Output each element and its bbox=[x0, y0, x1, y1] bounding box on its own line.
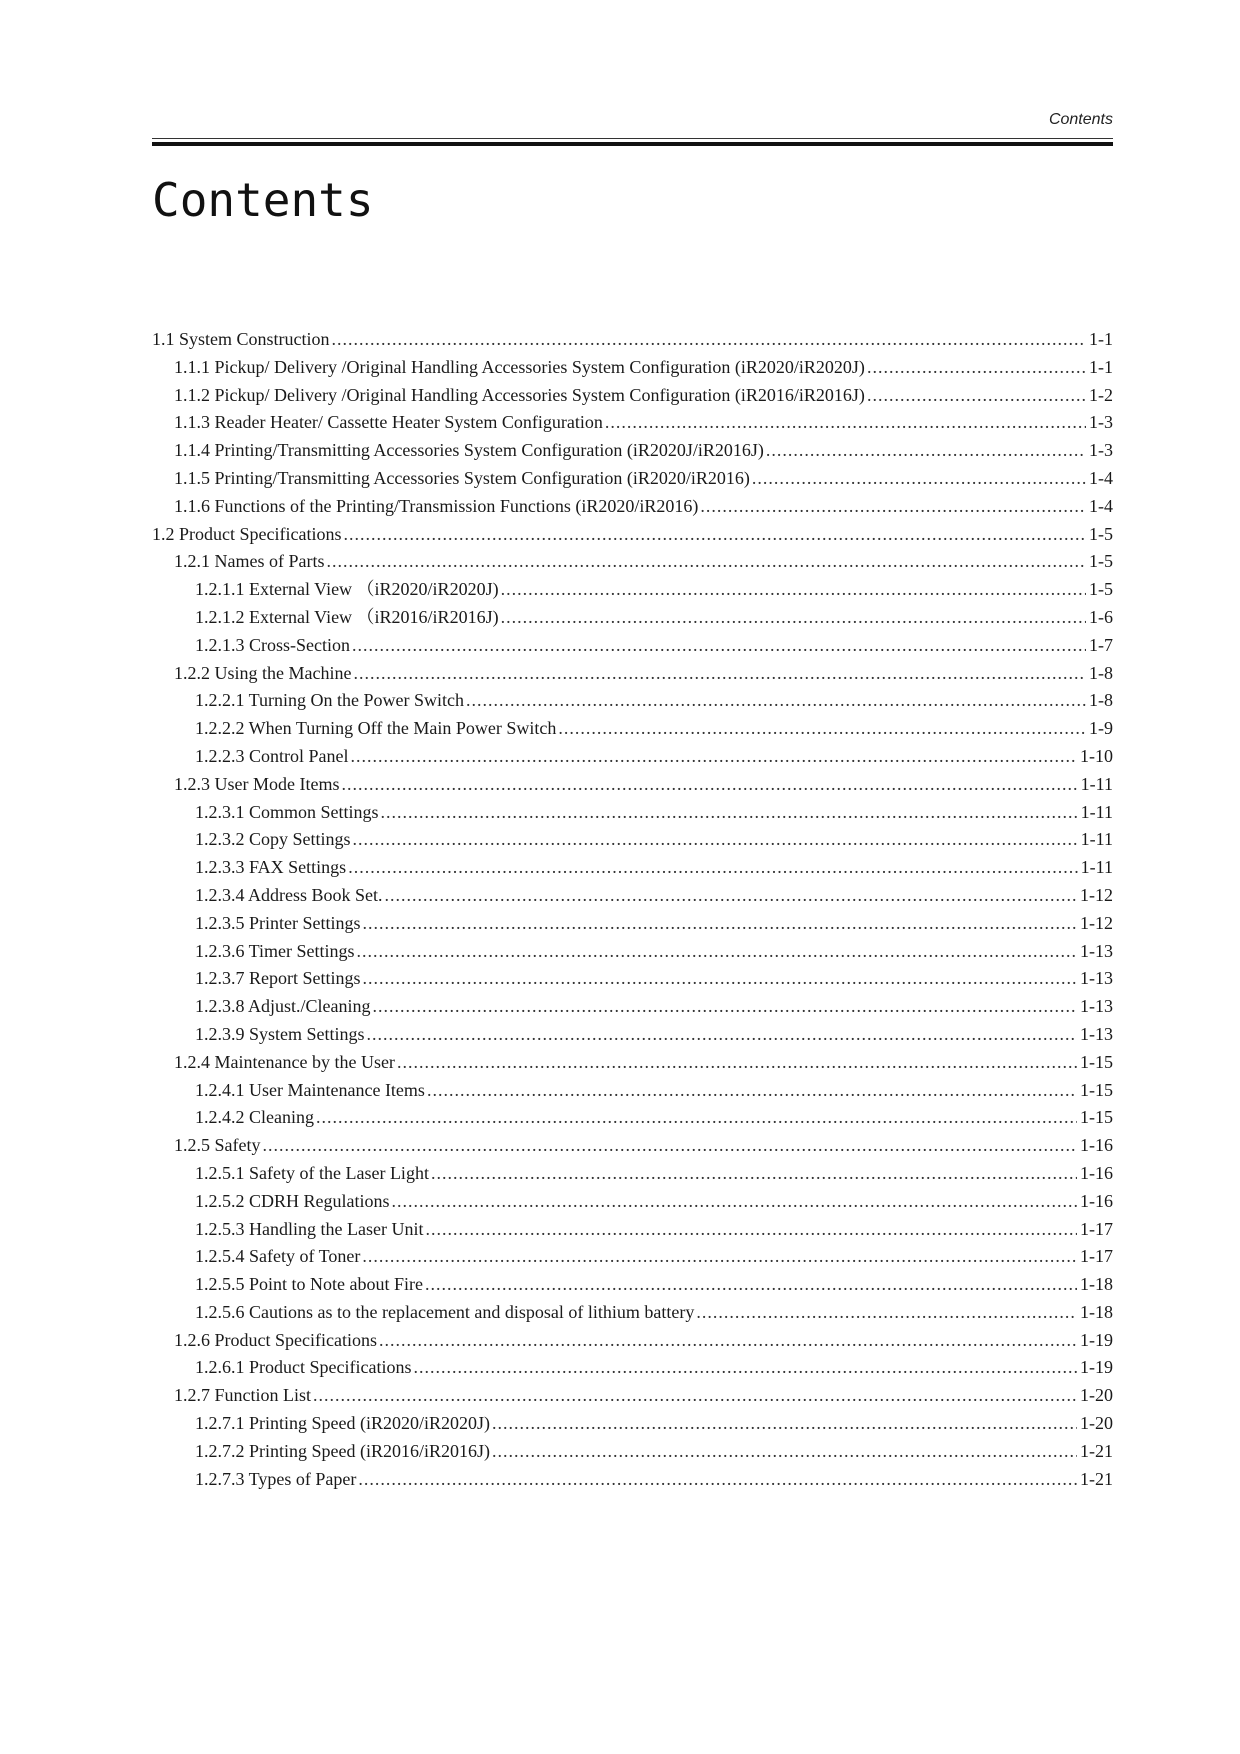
toc-dot-leader bbox=[352, 632, 1086, 660]
toc-entry-title: 1.2.1.2 External View （iR2016/iR2016J) bbox=[195, 606, 499, 627]
toc-entry[interactable] bbox=[152, 326, 1113, 354]
toc-entry-page: 1-16 bbox=[1080, 1135, 1113, 1156]
toc-entry-page: 1-18 bbox=[1080, 1301, 1113, 1322]
running-header: Contents bbox=[1048, 111, 1113, 128]
toc-entry-page: 1-13 bbox=[1080, 968, 1113, 989]
toc-dot-leader bbox=[353, 660, 1086, 688]
toc-dot-leader bbox=[425, 1271, 1077, 1299]
toc-entry[interactable] bbox=[152, 687, 1113, 715]
toc-entry[interactable] bbox=[152, 1132, 1113, 1160]
toc-dot-leader bbox=[363, 965, 1078, 993]
toc-entry-title: 1.2.2 Using the Machine bbox=[174, 662, 352, 683]
toc-entry-title: 1.2.7.2 Printing Speed (iR2016/iR2016J) bbox=[195, 1440, 491, 1461]
toc-dot-leader bbox=[362, 1243, 1077, 1271]
toc-entry[interactable] bbox=[152, 1077, 1113, 1105]
toc-entry[interactable] bbox=[152, 771, 1113, 799]
toc-dot-leader bbox=[501, 576, 1086, 604]
toc-entry[interactable] bbox=[152, 409, 1113, 437]
toc-entry[interactable] bbox=[152, 1188, 1113, 1216]
toc-dot-leader bbox=[492, 1438, 1077, 1466]
toc-dot-leader bbox=[351, 743, 1078, 771]
toc-entry[interactable] bbox=[152, 437, 1113, 465]
toc-entry[interactable] bbox=[152, 354, 1113, 382]
toc-entry-page: 1-7 bbox=[1089, 634, 1113, 655]
toc-entry-page: 1-20 bbox=[1080, 1385, 1113, 1406]
toc-entry[interactable] bbox=[152, 604, 1113, 632]
toc-dot-leader bbox=[501, 604, 1086, 632]
toc-entry-page: 1-1 bbox=[1089, 356, 1113, 377]
toc-entry-title: 1.2.7 Function List bbox=[174, 1385, 312, 1406]
toc-entry-title: 1.2.4 Maintenance by the User bbox=[174, 1051, 395, 1072]
toc-dot-leader bbox=[326, 548, 1086, 576]
toc-entry-page: 1-19 bbox=[1080, 1357, 1113, 1378]
toc-entry-title: 1.2.3.6 Timer Settings bbox=[195, 940, 355, 961]
toc-entry-title: 1.2.7.1 Printing Speed (iR2020/iR2020J) bbox=[195, 1413, 491, 1434]
toc-dot-leader bbox=[427, 1077, 1077, 1105]
toc-entry-page: 1-21 bbox=[1080, 1440, 1113, 1461]
toc-dot-leader bbox=[392, 1188, 1077, 1216]
toc-entry-title: 1.2.3.2 Copy Settings bbox=[195, 829, 351, 850]
toc-dot-leader bbox=[425, 1216, 1077, 1244]
toc-entry-page: 1-21 bbox=[1080, 1468, 1113, 1489]
toc-entry-title: 1.2.3 User Mode Items bbox=[174, 773, 340, 794]
toc-entry-title: 1.2.5.3 Handling the Laser Unit bbox=[195, 1218, 424, 1239]
toc-entry-page: 1-1 bbox=[1089, 329, 1113, 349]
toc-entry[interactable] bbox=[152, 993, 1113, 1021]
toc-entry-title: 1.1.1 Pickup/ Delivery /Original Handling Accessories System Configuration (iR2020/iR2020J) bbox=[174, 356, 865, 377]
toc-entry-title: 1.2.2.3 Control Panel bbox=[195, 745, 349, 766]
toc-entry-page: 1-11 bbox=[1080, 801, 1113, 822]
toc-entry-page: 1-13 bbox=[1080, 996, 1113, 1017]
toc-entry-title: 1.2 Product Specifications bbox=[152, 523, 342, 544]
toc-entry-title: 1.1 System Construction bbox=[152, 329, 330, 349]
toc-entry[interactable] bbox=[152, 1466, 1113, 1494]
toc-dot-leader bbox=[492, 1410, 1077, 1438]
toc-entry-title: 1.1.6 Functions of the Printing/Transmission Functions (iR2020/iR2016) bbox=[174, 495, 699, 516]
toc-entry-page: 1-15 bbox=[1080, 1079, 1113, 1100]
toc-entry-page: 1-8 bbox=[1089, 662, 1113, 683]
toc-dot-leader bbox=[700, 493, 1086, 521]
toc-entry-title: 1.2.3.5 Printer Settings bbox=[195, 912, 361, 933]
toc-entry-page: 1-10 bbox=[1080, 745, 1113, 766]
toc-entry-page: 1-9 bbox=[1089, 718, 1113, 739]
toc-entry-title: 1.2.5.4 Safety of Toner bbox=[195, 1246, 361, 1267]
toc-entry-title: 1.2.5 Safety bbox=[174, 1135, 261, 1156]
toc-entry-title: 1.2.3.4 Address Book Set. bbox=[195, 884, 383, 905]
toc-dot-leader bbox=[558, 715, 1086, 743]
toc-entry-page: 1-12 bbox=[1080, 912, 1113, 933]
toc-entry[interactable] bbox=[152, 465, 1113, 493]
toc-entry-page: 1-3 bbox=[1089, 440, 1113, 461]
toc-entry[interactable] bbox=[152, 1216, 1113, 1244]
toc-entry-page: 1-2 bbox=[1089, 384, 1113, 405]
toc-entry-title: 1.2.6 Product Specifications bbox=[174, 1329, 377, 1350]
toc-entry-page: 1-15 bbox=[1080, 1107, 1113, 1128]
toc-entry[interactable] bbox=[152, 1271, 1113, 1299]
toc-dot-leader bbox=[353, 826, 1078, 854]
toc-entry-title: 1.1.4 Printing/Transmitting Accessories System Configuration (iR2020J/iR2016J) bbox=[174, 440, 764, 461]
toc-entry[interactable] bbox=[152, 882, 1113, 910]
toc-entry-page: 1-6 bbox=[1089, 606, 1113, 627]
toc-entry[interactable] bbox=[152, 1160, 1113, 1188]
header-rule-thick bbox=[152, 142, 1113, 146]
toc-entry[interactable] bbox=[152, 493, 1113, 521]
toc-dot-leader bbox=[397, 1049, 1077, 1077]
toc-entry-page: 1-5 bbox=[1089, 523, 1113, 544]
toc-dot-leader bbox=[373, 993, 1078, 1021]
toc-entry-title: 1.1.2 Pickup/ Delivery /Original Handling Accessories System Configuration (iR2016/iR2016J) bbox=[174, 384, 865, 405]
toc-dot-leader bbox=[867, 354, 1086, 382]
toc-entry[interactable] bbox=[152, 1299, 1113, 1327]
toc-entry-page: 1-17 bbox=[1080, 1218, 1113, 1239]
table-of-contents bbox=[152, 326, 1113, 1493]
toc-entry-title: 1.2.2.2 When Turning Off the Main Power Switch bbox=[195, 718, 557, 739]
toc-entry[interactable] bbox=[152, 910, 1113, 938]
toc-dot-leader bbox=[363, 910, 1078, 938]
toc-entry-title: 1.2.5.5 Point to Note about Fire bbox=[195, 1274, 423, 1295]
toc-entry-page: 1-11 bbox=[1080, 857, 1113, 878]
toc-dot-leader bbox=[867, 382, 1086, 410]
toc-entry[interactable] bbox=[152, 799, 1113, 827]
toc-entry[interactable] bbox=[152, 1104, 1113, 1132]
toc-entry[interactable] bbox=[152, 660, 1113, 688]
toc-dot-leader bbox=[316, 1104, 1077, 1132]
toc-entry[interactable] bbox=[152, 1243, 1113, 1271]
toc-dot-leader bbox=[313, 1382, 1077, 1410]
toc-entry-title: 1.2.5.1 Safety of the Laser Light bbox=[195, 1162, 429, 1183]
toc-entry-title: 1.2.7.3 Types of Paper bbox=[195, 1468, 357, 1489]
toc-entry-page: 1-11 bbox=[1080, 829, 1113, 850]
toc-entry-title: 1.2.5.2 CDRH Regulations bbox=[195, 1190, 390, 1211]
toc-entry-title: 1.2.3.1 Common Settings bbox=[195, 801, 379, 822]
toc-dot-leader bbox=[357, 938, 1077, 966]
toc-entry[interactable] bbox=[152, 743, 1113, 771]
toc-dot-leader bbox=[332, 326, 1086, 354]
toc-entry-title: 1.2.1.3 Cross-Section bbox=[195, 634, 350, 655]
toc-entry[interactable] bbox=[152, 854, 1113, 882]
toc-dot-leader bbox=[358, 1466, 1077, 1494]
toc-entry-page: 1-17 bbox=[1080, 1246, 1113, 1267]
toc-dot-leader bbox=[605, 409, 1086, 437]
toc-entry[interactable] bbox=[152, 548, 1113, 576]
toc-entry-page: 1-20 bbox=[1080, 1413, 1113, 1434]
toc-dot-leader bbox=[696, 1299, 1077, 1327]
toc-entry[interactable] bbox=[152, 1354, 1113, 1382]
toc-entry-page: 1-15 bbox=[1080, 1051, 1113, 1072]
toc-entry-title: 1.1.3 Reader Heater/ Cassette Heater System Configuration bbox=[174, 412, 603, 433]
toc-entry-title: 1.2.4.2 Cleaning bbox=[195, 1107, 314, 1128]
toc-dot-leader bbox=[341, 771, 1077, 799]
toc-entry[interactable] bbox=[152, 382, 1113, 410]
toc-entry-page: 1-18 bbox=[1080, 1274, 1113, 1295]
toc-dot-leader bbox=[431, 1160, 1077, 1188]
toc-dot-leader bbox=[766, 437, 1086, 465]
toc-entry-title: 1.2.1 Names of Parts bbox=[174, 551, 325, 572]
toc-dot-leader bbox=[367, 1021, 1077, 1049]
toc-entry[interactable] bbox=[152, 938, 1113, 966]
toc-entry-title: 1.2.2.1 Turning On the Power Switch bbox=[195, 690, 465, 711]
toc-entry-page: 1-19 bbox=[1080, 1329, 1113, 1350]
toc-entry[interactable] bbox=[152, 576, 1113, 604]
toc-entry-title: 1.2.3.7 Report Settings bbox=[195, 968, 361, 989]
toc-entry[interactable] bbox=[152, 1049, 1113, 1077]
toc-dot-leader bbox=[379, 1327, 1077, 1355]
toc-dot-leader bbox=[262, 1132, 1077, 1160]
toc-entry[interactable] bbox=[152, 1382, 1113, 1410]
toc-dot-leader bbox=[385, 882, 1077, 910]
toc-dot-leader bbox=[752, 465, 1086, 493]
toc-entry[interactable] bbox=[152, 965, 1113, 993]
toc-entry-title: 1.2.4.1 User Maintenance Items bbox=[195, 1079, 425, 1100]
toc-entry-page: 1-3 bbox=[1089, 412, 1113, 433]
toc-dot-leader bbox=[466, 687, 1086, 715]
toc-entry-page: 1-8 bbox=[1089, 690, 1113, 711]
toc-entry-page: 1-13 bbox=[1080, 1023, 1113, 1044]
toc-entry[interactable] bbox=[152, 521, 1113, 549]
toc-entry-page: 1-5 bbox=[1089, 579, 1113, 600]
toc-dot-leader bbox=[343, 521, 1086, 549]
toc-entry[interactable] bbox=[152, 1438, 1113, 1466]
toc-entry[interactable] bbox=[152, 1327, 1113, 1355]
toc-entry-page: 1-13 bbox=[1080, 940, 1113, 961]
toc-entry-page: 1-5 bbox=[1089, 551, 1113, 572]
toc-entry-title: 1.2.3.3 FAX Settings bbox=[195, 857, 347, 878]
toc-entry[interactable] bbox=[152, 715, 1113, 743]
toc-entry-page: 1-16 bbox=[1080, 1162, 1113, 1183]
toc-entry[interactable] bbox=[152, 826, 1113, 854]
toc-dot-leader bbox=[413, 1354, 1077, 1382]
header-rule-thin bbox=[152, 138, 1113, 139]
toc-entry-title: 1.2.1.1 External View （iR2020/iR2020J) bbox=[195, 579, 499, 600]
toc-entry[interactable] bbox=[152, 632, 1113, 660]
toc-entry-page: 1-12 bbox=[1080, 884, 1113, 905]
toc-entry-page: 1-16 bbox=[1080, 1190, 1113, 1211]
toc-entry-title: 1.1.5 Printing/Transmitting Accessories System Configuration (iR2020/iR2016) bbox=[174, 467, 750, 488]
page-title: Contents bbox=[152, 173, 374, 227]
toc-entry-title: 1.2.5.6 Cautions as to the replacement and disposal of lithium battery bbox=[195, 1301, 695, 1322]
toc-dot-leader bbox=[381, 799, 1078, 827]
toc-entry-title: 1.2.3.8 Adjust./Cleaning bbox=[195, 996, 371, 1017]
toc-entry-page: 1-4 bbox=[1089, 467, 1113, 488]
toc-entry-page: 1-11 bbox=[1080, 773, 1113, 794]
toc-entry[interactable] bbox=[152, 1410, 1113, 1438]
toc-dot-leader bbox=[348, 854, 1077, 882]
toc-entry-title: 1.2.6.1 Product Specifications bbox=[195, 1357, 412, 1378]
toc-entry-title: 1.2.3.9 System Settings bbox=[195, 1023, 365, 1044]
toc-entry[interactable] bbox=[152, 1021, 1113, 1049]
toc-entry-page: 1-4 bbox=[1089, 495, 1113, 516]
